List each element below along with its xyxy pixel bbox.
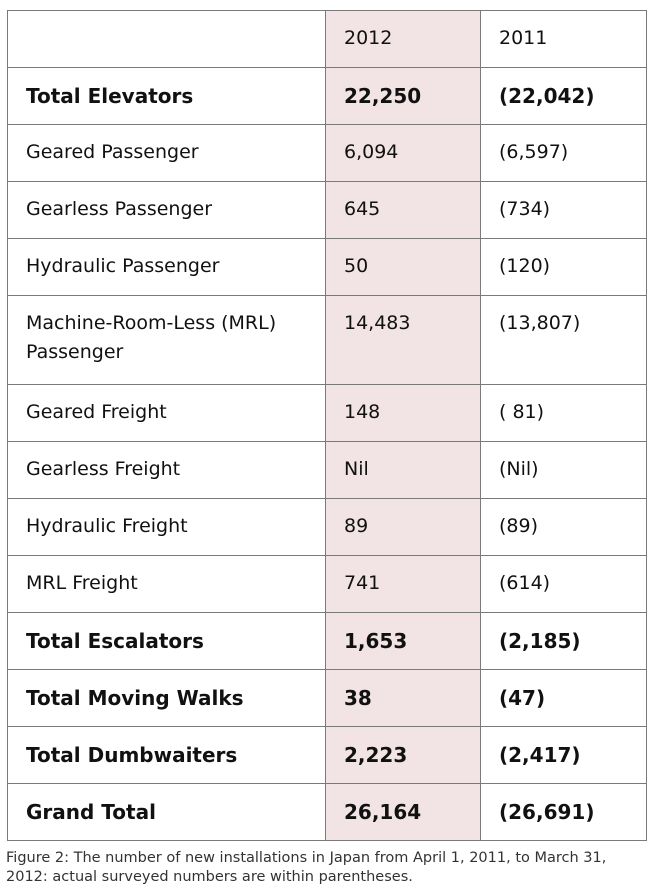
- row-label-cell: Gearless Passenger: [8, 182, 326, 239]
- value-2012-cell: 1,653: [326, 613, 481, 670]
- table-row: [8, 182, 647, 239]
- value-2011-cell: (2,185): [481, 613, 647, 670]
- value-2011-cell: (13,807): [481, 296, 647, 385]
- table-row: [8, 727, 647, 784]
- value-2012-cell: 89: [326, 499, 481, 556]
- header-cell-2011: 2011: [481, 11, 647, 68]
- value-2012-cell: 22,250: [326, 68, 481, 125]
- row-label-cell: MRL Freight: [8, 556, 326, 613]
- value-2012-cell: 741: [326, 556, 481, 613]
- header-cell-label: [8, 11, 326, 68]
- table-row: [8, 385, 647, 442]
- table-row: [8, 613, 647, 670]
- table-row: [8, 499, 647, 556]
- value-2011-cell: (89): [481, 499, 647, 556]
- row-label-cell: Total Moving Walks: [8, 670, 326, 727]
- table-row: [8, 125, 647, 182]
- value-2012-cell: Nil: [326, 442, 481, 499]
- value-2011-cell: (6,597): [481, 125, 647, 182]
- value-2012-cell: 6,094: [326, 125, 481, 182]
- table-row: [8, 68, 647, 125]
- value-2012-cell: 50: [326, 239, 481, 296]
- value-2012-cell: 148: [326, 385, 481, 442]
- value-2011-cell: (22,042): [481, 68, 647, 125]
- value-2011-cell: (734): [481, 182, 647, 239]
- value-2011-cell: (2,417): [481, 727, 647, 784]
- row-label-cell: Machine-Room-Less (MRL) Passenger: [8, 296, 326, 385]
- value-2012-cell: 2,223: [326, 727, 481, 784]
- value-2011-cell: ( 81): [481, 385, 647, 442]
- value-2011-cell: (120): [481, 239, 647, 296]
- table-row: [8, 556, 647, 613]
- table-row: [8, 296, 647, 385]
- row-label-cell: Geared Passenger: [8, 125, 326, 182]
- table-row: [8, 784, 647, 841]
- row-label-cell: Total Dumbwaiters: [8, 727, 326, 784]
- value-2012-cell: 38: [326, 670, 481, 727]
- value-2011-cell: (47): [481, 670, 647, 727]
- row-label-cell: Grand Total: [8, 784, 326, 841]
- value-2012-cell: 26,164: [326, 784, 481, 841]
- table-body: [8, 68, 647, 841]
- value-2011-cell: (614): [481, 556, 647, 613]
- value-2011-cell: (Nil): [481, 442, 647, 499]
- row-label-cell: Geared Freight: [8, 385, 326, 442]
- table-row: [8, 442, 647, 499]
- value-2012-cell: 645: [326, 182, 481, 239]
- value-2012-cell: 14,483: [326, 296, 481, 385]
- row-label-cell: Total Elevators: [8, 68, 326, 125]
- table-row: [8, 239, 647, 296]
- value-2011-cell: (26,691): [481, 784, 647, 841]
- row-label-cell: Hydraulic Freight: [8, 499, 326, 556]
- row-label-cell: Hydraulic Passenger: [8, 239, 326, 296]
- installations-table: [7, 10, 647, 841]
- row-label-cell: Gearless Freight: [8, 442, 326, 499]
- table-row: [8, 670, 647, 727]
- header-cell-2012: 2012: [326, 11, 481, 68]
- table-header-row: [8, 11, 647, 68]
- figure-caption: Figure 2: The number of new installations in Japan from April 1, 2011, to March 31, 2012: actual surveyed numbers are within parentheses.: [6, 850, 607, 885]
- row-label-cell: Total Escalators: [8, 613, 326, 670]
